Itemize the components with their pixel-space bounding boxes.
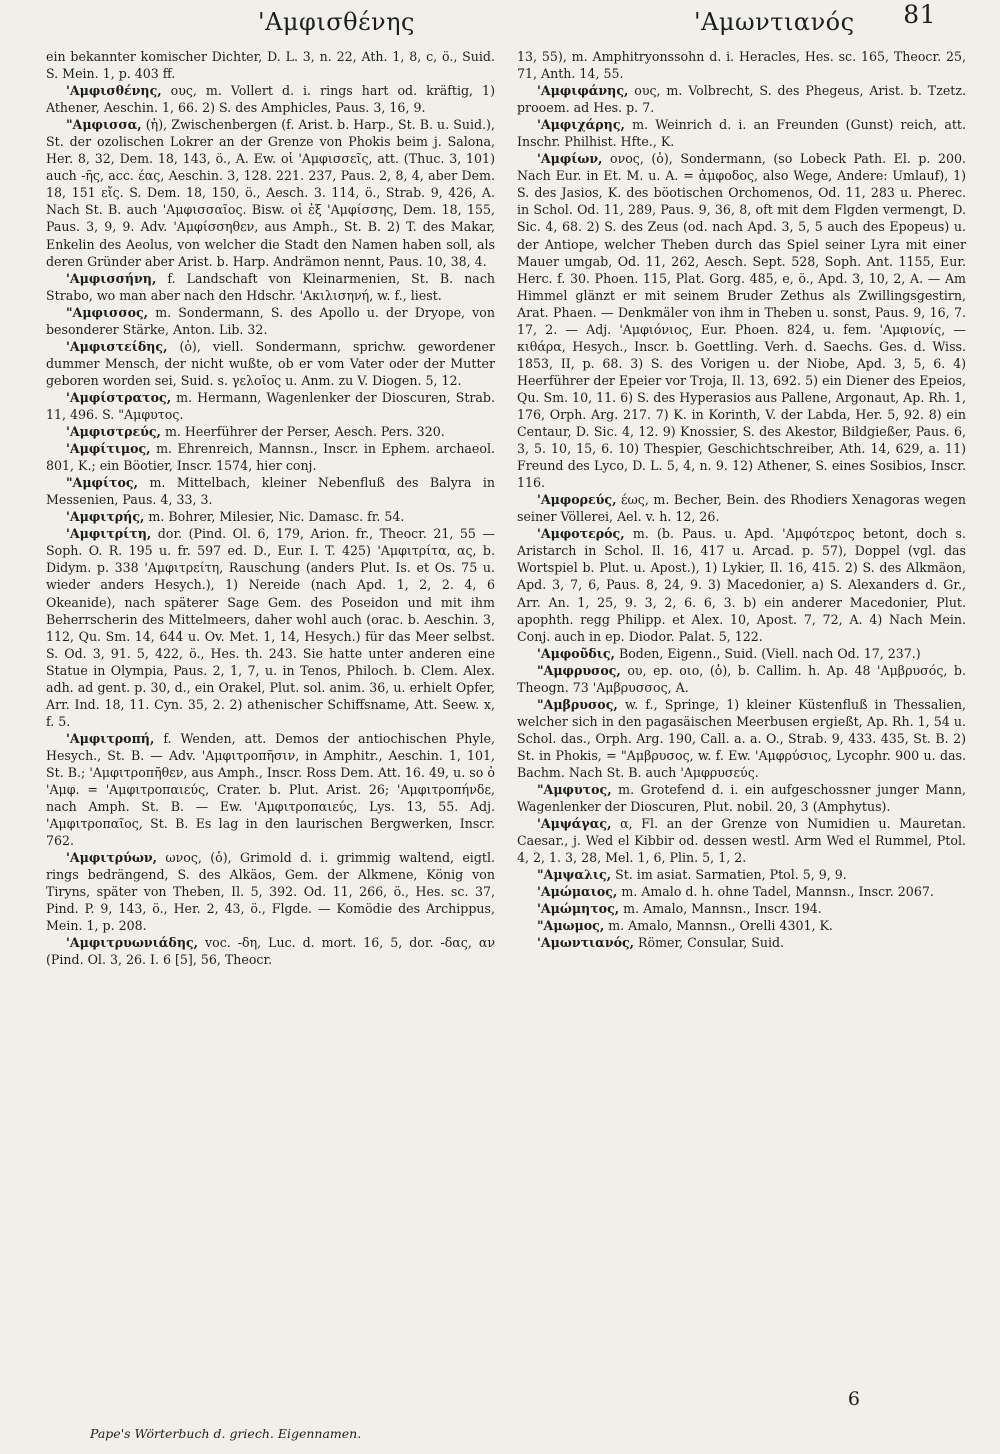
entry-headword: 'Αμφισσήνη, (66, 270, 157, 286)
dictionary-entry (517, 116, 966, 150)
dictionary-entry (46, 116, 495, 269)
entry-text: w. f., Springe, 1) kleiner Küstenfluß in Thessalien, welcher sich in den pagasäischen Meerbusen ergießt, Ap. Rh. 1, 54 u. Schol. das., Orph. Arg. 190, Call. a. a. O., Strab. 9, 433. 435, St. B. 2) St. in Phokis, = "Αμβρυσος, w. f. Ew. 'Αμφρύσιος, Lycophr. 900 u. das. Bachm. Nach St. B. auch 'Αμφρυσεύς. (517, 696, 966, 780)
entry-headword: 'Αμφίτιμος, (66, 441, 151, 457)
entry-text: Römer, Consular, Suid. (638, 935, 785, 951)
entry-headword: 'Αμφισθένης, (66, 83, 162, 99)
dictionary-entry (46, 849, 495, 934)
dictionary-entry (46, 508, 495, 525)
dictionary-entry (517, 82, 966, 116)
entry-text: ονος, (ὁ), Sondermann, (so Lobeck Path. El. p. 200. Nach Eur. in Et. M. u. A. = ἀμφοδος, also Wege, Andere: Umlauf), 1) S. des Jasios, K. des böotischen Orchomenos, Od. 11, 283 u. Pherec. in Schol. Od. 11, 289, Paus. 9, 36, 8, oft mit dem Flgden vermengt, D. Sic. 4, 68. 2) S. des Zeus (od. nach Apd. 3, 5, 5 auch des Epopeus) u. der Antiope, welcher Theben durch das Spiel seiner Lyra mit einer Mauer umgab, Od. 11, 262, Aesch. Sept. 528, Soph. Ant. 1155, Eur. Herc. f. 30. Phoen. 115, Plat. Gorg. 485, e, ö., Apd. 3, 10, 2, A. — Am Himmel glänzt er mit seinem Bruder Zethus als Zwillingsgestirn, Arat. Phaen. — Denkmäler von ihm in Theben u. sonst, Paus. 9, 16, 7. 17, 2. — Adj. 'Αμφιόνιος, Eur. Phoen. 824, u. fem. 'Αμφιονίς, — κιθάρα, Hesych., Inscr. b. Goettling. Verh. d. Saechs. Ges. d. Wiss. 1853, II, p. 68. 3) S. des Vorigen u. der Niobe, Apd. 3, 5, 6. 4) Heerführer der Epeier vor Troja, Il. 13, 692. 5) ein Diener des Epeios, Qu. Sm. 10, 11. 6) S. des Hyperasios aus Pallene, Argonaut, Ap. Rh. 1, 176, Orph. Arg. 217. 7) K. in Korinth, V. der Labda, Her. 5, 92. 8) ein Centaur, D. Sic. 4, 12. 9) Knossier, S. des Akestor, Bildgießer, Paus. 6, 3, 5. 10, 15, 6. 10) Thespier, Geschichtschreiber, Ath. 14, 629, a. 11) Freund des Lyco, D. L. 5, 4, n. 9. 12) Athener, S. eines Sosibios, Inscr. 116. (517, 151, 966, 491)
dictionary-entry (517, 525, 966, 644)
entry-text: m. Amalo d. h. ohne Tadel, Mannsn., Inscr. 2067. (621, 884, 934, 900)
entry-headword: 'Αμφοτερός, (537, 526, 625, 542)
entry-headword: "Αμψαλις, (537, 867, 612, 883)
dictionary-entry (46, 338, 495, 389)
entry-text: (ἡ), Zwischenbergen (f. Arist. b. Harp., St. B. u. Suid.), St. der ozolischen Lokrer an der Grenze von Phokis beim j. Salona, Her. 8, 32, Dem. 18, 143, ö., A. Ew. οἱ 'Αμφισσεῖς, att. (Thuc. 3, 101) auch -ῆς, acc. έας, Aeschin. 3, 128. 221. 237, Paus. 2, 8, 4, aber Dem. 18, 151 εἴς. S. Dem. 18, 150, ö., Aesch. 3. 114, ö., Strab. 9, 426, A. Nach St. B. auch 'Αμφισσαῖος. Bisw. οἱ ἐξ 'Αμφίσσης, Dem. 18, 155, Paus. 3, 9, 9. Adv. 'Αμφίσσηθεν, aus Amph., St. B. 2) T. des Makar, Enkelin des Aeolus, von welcher die Stadt den Namen haben soll, als deren Gründer aber Arist. b. Harp. Andrämon nennt, Paus. 10, 38, 4. (46, 117, 495, 269)
header-right-guideword: 'Αμωντιανός (694, 8, 855, 36)
dictionary-entry (517, 696, 966, 781)
entry-headword: 'Αμώμητος, (537, 901, 620, 917)
dictionary-entry (517, 645, 966, 662)
entry-text: St. im asiat. Sarmatien, Ptol. 5, 9, 9. (615, 867, 847, 883)
entry-headword: 'Αμώμαιος, (537, 884, 618, 900)
dictionary-entry (46, 525, 495, 730)
text-columns (46, 48, 966, 969)
entry-headword: "Αμφισσα, (66, 117, 142, 133)
entry-text: Boden, Eigenn., Suid. (Viell. nach Od. 17, 237.) (618, 645, 921, 661)
entry-headword: 'Αμφιστείδης, (66, 338, 168, 354)
running-header (46, 0, 966, 48)
entry-text: m. Ehrenreich, Mannsn., Inscr. in Ephem. archaeol. 801, K.; ein Böotier, Inscr. 1574, hier conj. (46, 441, 495, 474)
entry-text: m. Mittelbach, kleiner Nebenfluß des Balyra in Messenien, Paus. 4, 33, 3. (46, 475, 495, 508)
entry-headword: 'Αμφίων, (537, 151, 603, 167)
dictionary-entry (517, 662, 966, 696)
dictionary-entry (46, 474, 495, 508)
entry-headword: 'Αμψάγας, (537, 816, 612, 832)
entry-text: m. Sondermann, S. des Apollo u. der Dryope, von besonderer Stärke, Anton. Lib. 32. (46, 304, 495, 337)
dictionary-entry (46, 934, 495, 968)
entry-text: ein bekannter komischer Dichter, D. L. 3, n. 22, Ath. 1, 8, c, ö., Suid. S. Mein. 1, p. 403 ff. (46, 49, 495, 82)
entry-headword: 'Αμφιστρεύς, (66, 424, 161, 440)
entry-headword: 'Αμφοῦδις, (537, 645, 615, 661)
dictionary-entry (46, 82, 495, 116)
entry-text: m. Heerführer der Perser, Aesch. Pers. 320. (164, 424, 445, 440)
entry-text: m. Bohrer, Milesier, Nic. Damasc. fr. 54. (148, 509, 405, 525)
entry-headword: 'Αμφίστρατος, (66, 389, 172, 405)
entry-text: m. Amalo, Mannsn., Inscr. 194. (623, 901, 822, 917)
dictionary-entry (517, 900, 966, 917)
entry-text: m. Amalo, Mannsn., Orelli 4301, K. (608, 918, 833, 934)
entry-text: ους, m. Vollert d. i. rings hart od. kräftig, 1) Athener, Aeschin. 1, 66. 2) S. des Amphicles, Paus. 3, 16, 9. (46, 83, 495, 116)
entry-text: ου, ep. οιο, (ὁ), b. Callim. h. Ap. 48 'Αμβρυσός, b. Theogn. 73 'Αμβρυσσος, A. (517, 662, 966, 695)
dictionary-entry (517, 934, 966, 951)
page-number: 81 (903, 0, 936, 29)
entry-headword: 'Αμφορεύς, (537, 492, 617, 508)
entry-headword: 'Αμφιτρυωνιάδης, (66, 935, 199, 951)
entry-text: ωνος, (ὁ), Grimold d. i. grimmig waltend, eigtl. rings bedrängend, S. des Alkäos, Gem. der Alkmene, König von Tiryns, später von Theben, Il. 5, 392. Od. 11, 266, ö., Hes. sc. 37, Pind. P. 9, 143, ö., Her. 2, 43, ö., Flgde. — Komödie des Archippus, Mein. 1, p. 208. (46, 850, 495, 934)
entry-text: 13, 55), m. Amphitryonssohn d. i. Heracles, Hes. sc. 165, Theocr. 25, 71, Anth. 14, 55. (517, 49, 966, 82)
entry-text: m. Weinrich d. i. an Freunden (Gunst) reich, att. Inschr. Philhist. Hfte., K. (517, 117, 966, 150)
entry-headword: 'Αμφιχάρης, (537, 117, 625, 133)
dictionary-entry (46, 389, 495, 423)
header-left-guideword: 'Αμφισθένης (258, 8, 415, 36)
entry-headword: "Αμφυτος, (537, 782, 612, 798)
entry-text: voc. -δη, Luc. d. mort. 16, 5, dor. -δας, αν (Pind. Ol. 3, 26. I. 6 [5], 56, Theocr. (46, 935, 495, 968)
entry-headword: 'Αμφιτροπή, (66, 730, 155, 746)
entry-headword: 'Αμφιτρίτη, (66, 526, 152, 542)
entry-headword: 'Αμφιτρύων, (66, 850, 158, 866)
entry-headword: 'Αμφιφάνης, (537, 83, 629, 99)
entry-text: (ὁ), viell. Sondermann, sprichw. gewordener dummer Mensch, der nicht wußte, ob er vom Vater oder der Mutter geboren worden sei, Suid. s. γελοῖος u. Anm. zu V. Diogen. 5, 12. (46, 338, 495, 388)
entry-text: m. Grotefend d. i. ein aufgeschossner junger Mann, Wagenlenker der Dioscuren, Plut. nobil. 20, 3 (Amphytus). (517, 782, 966, 815)
dictionary-entry (517, 883, 966, 900)
entry-text: έως, m. Becher, Bein. des Rhodiers Xenagoras wegen seiner Völlerei, Ael. v. h. 12, 26. (517, 492, 966, 525)
dictionary-entry (517, 781, 966, 815)
dictionary-entry (46, 730, 495, 849)
dictionary-entry (517, 815, 966, 866)
entry-headword: 'Αμωντιανός, (537, 935, 635, 951)
entry-headword: "Αμβρυσος, (537, 696, 618, 712)
entry-headword: "Αμφισσος, (66, 304, 149, 320)
left-column (46, 48, 495, 969)
entry-text: m. (b. Paus. u. Apd. 'Αμφότερος betont, doch s. Aristarch in Schol. Il. 16, 417 u. Arcad. p. 57), Doppel (vgl. das Wortspiel b. Plut. u. Apost.), 1) Lykier, Il. 16, 415. 2) S. des Alkmäon, Apd. 3, 7, 6, Paus. 8, 24, 9. 3) Macedonier, a) S. Alexanders d. Gr., Arr. An. 1, 25, 9. 3, 2, 6. 6, 3. b) ein anderer Macedonier, Plut. apophth. regg Philipp. et Alex. 10, Apost. 7, 72, A. 4) Nach Mein. Conj. auch in ep. Diodor. Palat. 5, 122. (517, 526, 966, 644)
entry-headword: "Αμωμος, (537, 918, 605, 934)
entry-headword: "Αμφρυσος, (537, 662, 621, 678)
entry-text: m. Hermann, Wagenlenker der Dioscuren, Strab. 11, 496. S. "Αμφυτος. (46, 389, 495, 422)
entry-text: f. Landschaft von Kleinarmenien, St. B. nach Strabo, wo man aber nach den Hdschr. 'Ακιλισηνή, w. f., liest. (46, 270, 495, 303)
dictionary-entry (517, 150, 966, 491)
dictionary-entry (46, 270, 495, 304)
entry-headword: 'Αμφιτρής, (66, 509, 145, 525)
dictionary-entry (517, 917, 966, 934)
entry-text: ους, m. Volbrecht, S. des Phegeus, Arist. b. Tzetz. prooem. ad Hes. p. 7. (517, 83, 966, 116)
dictionary-entry (46, 423, 495, 440)
entry-text: f. Wenden, att. Demos der antiochischen Phyle, Hesych., St. B. — Adv. 'Αμφιτροπῆσιν, in Amphitr., Aeschin. 1, 101, St. B.; 'Αμφιτροπῆθεν, aus Amph., Inscr. Ross Dem. Att. 16. 49, u. so ὁ 'Αμφ. = 'Αμφιτροπαιεύς, Crater. b. Plut. Arist. 26; 'Αμφιτροπήνδε, nach Amph. St. B. — Ew. 'Αμφιτροπαιεύς, Lys. 13, 55. Adj. 'Αμφιτροπαῖος, St. B. Es lag in den laurischen Bergwerken, Inscr. 762. (46, 730, 495, 849)
footer-imprint: Pape's Wörterbuch d. griech. Eigennamen. (90, 1426, 362, 1441)
dictionary-entry (517, 48, 966, 82)
dictionary-entry (46, 440, 495, 474)
entry-text: α, Fl. an der Grenze von Numidien u. Mauretan. Caesar., j. Wed el Kibbir od. dessen westl. Arm Wed el Rummel, Ptol. 4, 2, 1. 3, 28, Mel. 1, 6, Plin. 5, 1, 2. (517, 816, 966, 866)
signature-mark: 6 (847, 1388, 860, 1410)
entry-headword: "Αμφίτος, (66, 475, 138, 491)
dictionary-entry (517, 866, 966, 883)
dictionary-entry (46, 48, 495, 82)
entry-text: dor. (Pind. Ol. 6, 179, Arion. fr., Theocr. 21, 55 — Soph. O. R. 195 u. fr. 597 ed. D., Eur. I. T. 425) 'Αμφιτρίτα, ας, b. Didym. p. 338 'Αμφιτρείτη, Rauschung (anders Plut. Is. et Os. 75 u. wieder anders Hesych.), 1) Nereide (nach Apd. 1, 2, 2. 4, 6 Okeanide), nach späterer Sage Gem. des Poseidon und mit ihm Beherrscherin des Mittelmeers, daher wohl auch (orac. b. Aeschin. 3, 112, Qu. Sm. 14, 644 u. Ov. Met. 1, 14, Hesych.) für das Meer selbst. S. Od. 3, 91. 5, 422, ö., Hes. th. 243. Sie hatte unter anderen eine Statue in Olympia, Paus. 2, 1, 7, u. in Tenos, Philoch. b. Clem. Alex. adh. ad gent. p. 30, d., ein Orakel, Plut. sol. anim. 36, u. erhielt Opfer, Arr. Ind. 18, 11. Cyn. 35, 2. 2) athenischer Schiffsname, Att. Seew. x, f. 5. (46, 526, 495, 729)
dictionary-entry (46, 304, 495, 338)
right-column (517, 48, 966, 969)
dictionary-entry (517, 491, 966, 525)
